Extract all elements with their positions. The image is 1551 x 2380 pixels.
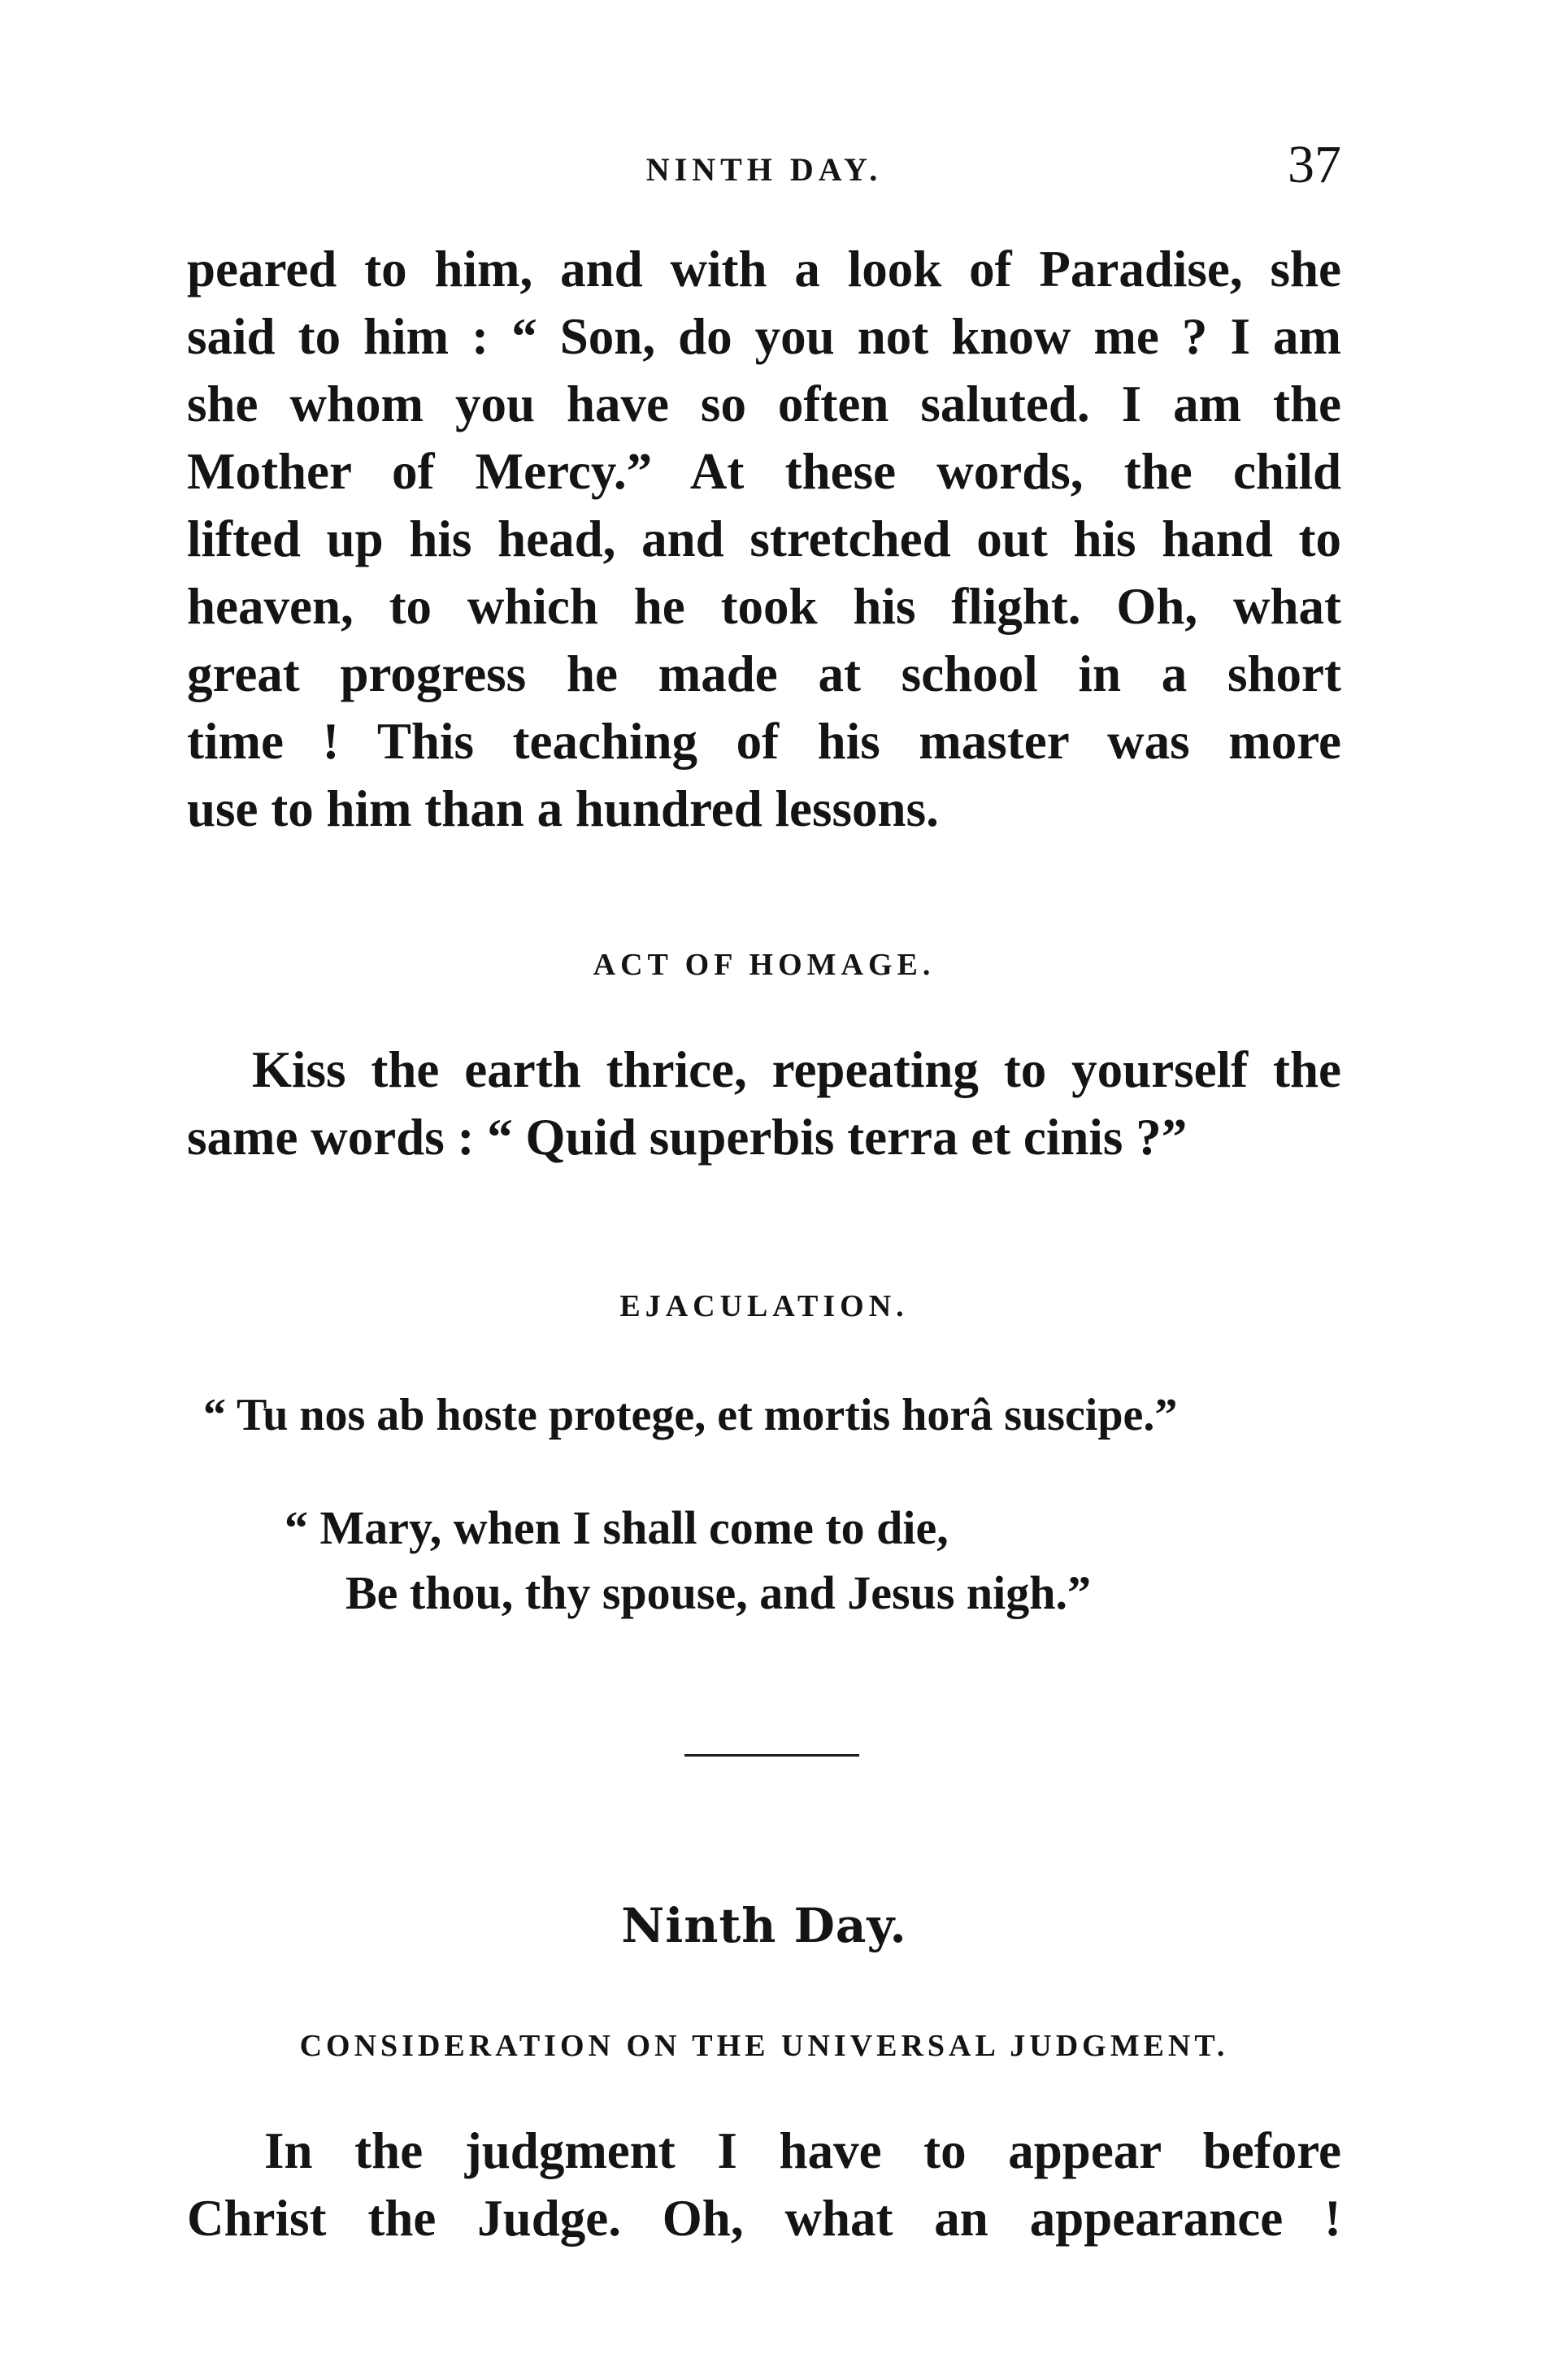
act-of-homage-heading: ACT OF HOMAGE.: [593, 948, 936, 982]
paragraph-line: same words : “ Quid superbis terra et cinis ?”: [187, 1109, 1188, 1166]
paragraph-line: peared to him, and with a look of Paradise, she: [187, 241, 1341, 298]
paragraph-line: said to him : “ Son, do you not know me ? I am: [187, 308, 1341, 365]
verse-line: Be thou, thy spouse, and Jesus nigh.”: [345, 1566, 1092, 1619]
verse-line: “ Mary, when I shall come to die,: [285, 1501, 949, 1554]
day-title: Ninth Day.: [621, 1898, 907, 1953]
consideration-paragraph: [187, 2117, 1341, 2252]
paragraph-line: use to him than a hundred lessons.: [187, 780, 939, 837]
paragraph-line: In the judgment I have to appear before: [264, 2122, 1341, 2179]
paragraph-line: Mother of Mercy.” At these words, the child: [187, 443, 1341, 500]
example-paragraph: [187, 236, 1341, 843]
paragraph-line: Kiss the earth thrice, repeating to yourself the: [252, 1041, 1341, 1098]
latin-line: “ Tu nos ab hoste protege, et mortis horâ suscipe.”: [203, 1390, 1178, 1440]
paragraph-line: Christ the Judge. Oh, what an appearance !: [187, 2190, 1341, 2247]
running-head: [187, 134, 1341, 199]
consideration-heading: CONSIDERATION ON THE UNIVERSAL JUDGMENT.: [299, 2029, 1229, 2063]
paragraph-line: great progress he made at school in a short: [187, 645, 1341, 702]
running-title: NINTH DAY.: [645, 151, 883, 188]
paragraph-line: she whom you have so often saluted. I am the: [187, 376, 1341, 432]
paragraph-line: time ! This teaching of his master was more: [187, 713, 1341, 770]
ejaculation-heading: EJACULATION.: [619, 1289, 909, 1323]
verse: [285, 1496, 1091, 1626]
act-of-homage-paragraph: [187, 1036, 1341, 1171]
section-divider: [684, 1754, 859, 1757]
paragraph-line: heaven, to which he took his flight. Oh, what: [187, 578, 1341, 635]
page-number: 37: [1288, 135, 1341, 194]
paragraph-line: lifted up his head, and stretched out his hand to: [187, 510, 1341, 567]
latin-ejaculation: [187, 1382, 1341, 1449]
